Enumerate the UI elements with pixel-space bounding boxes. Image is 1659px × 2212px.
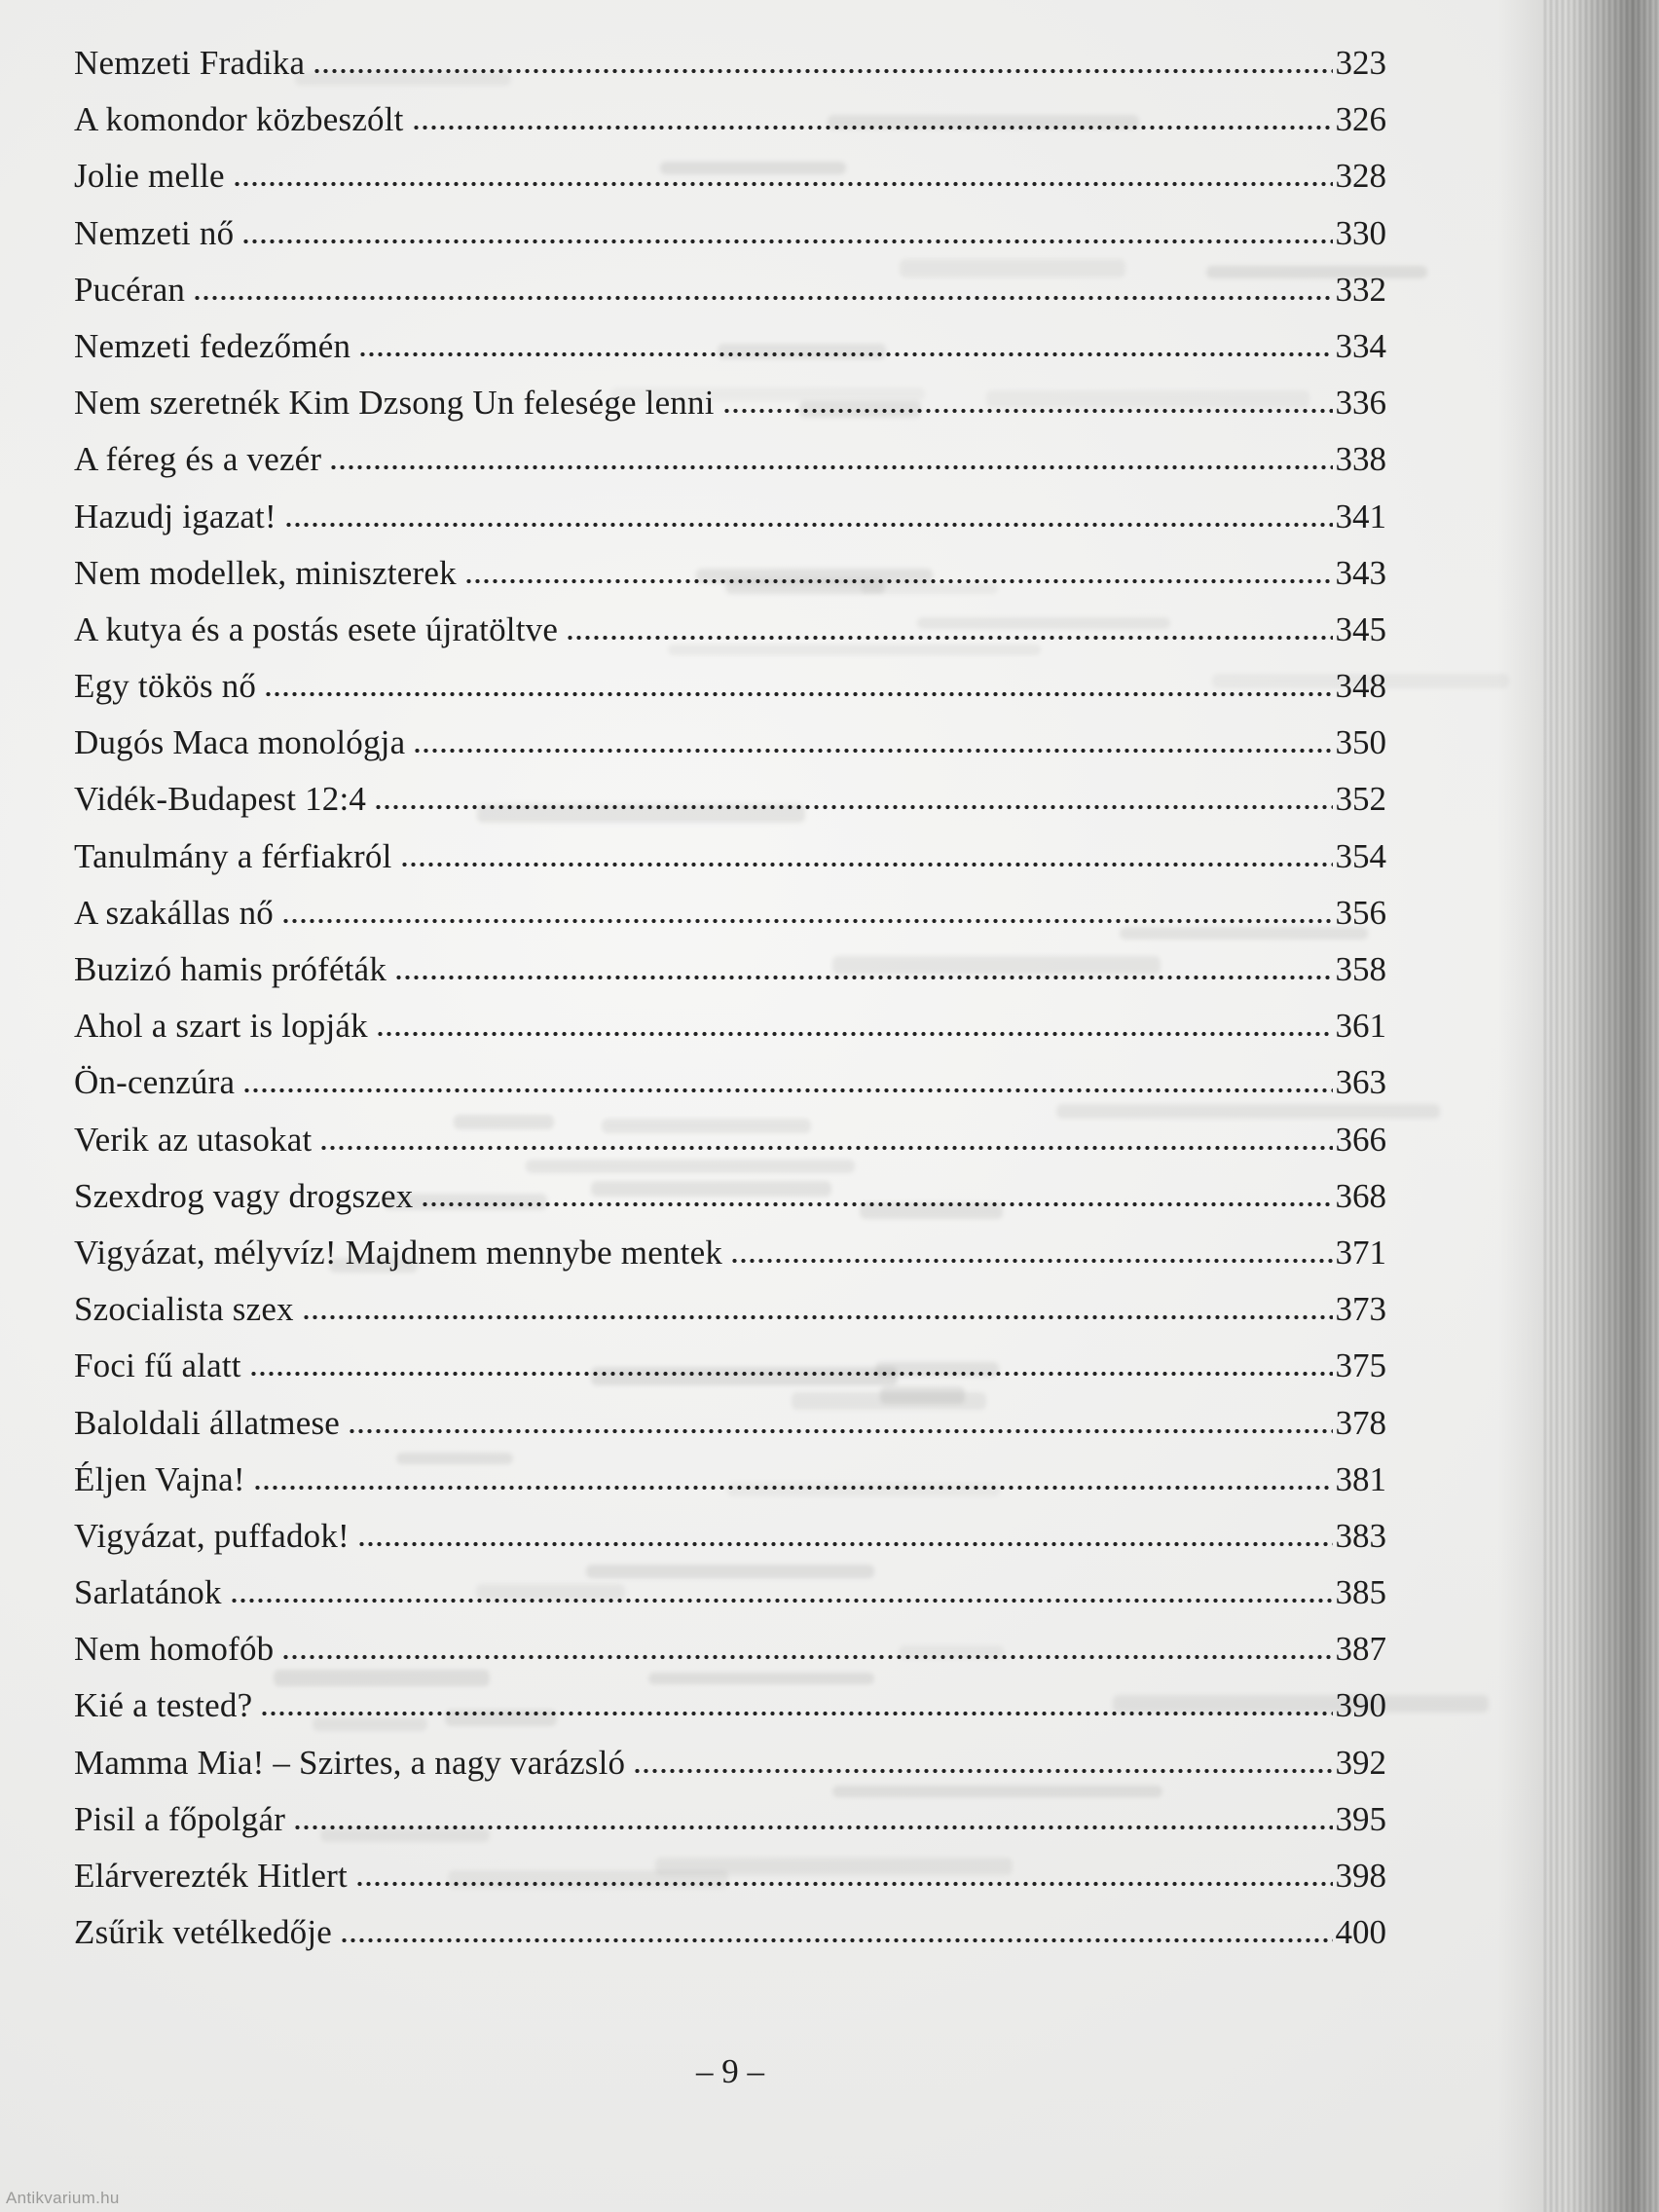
toc-entry <box>74 1735 1386 1791</box>
toc-entry <box>74 885 1386 941</box>
toc-entry <box>74 431 1386 488</box>
toc-entry-title: A szakállas nő <box>74 893 274 932</box>
toc-entry-page: 398 <box>1335 1857 1386 1895</box>
dot-leader <box>413 748 1332 754</box>
dot-leader <box>230 1598 1333 1604</box>
toc-entry-title: Dugós Maca monológja <box>74 723 406 762</box>
dot-leader <box>193 295 1332 301</box>
dot-leader <box>233 181 1333 187</box>
toc-entry-title: Sarlatánok <box>74 1573 222 1612</box>
toc-entry-title: Vidék-Budapest 12:4 <box>74 780 367 819</box>
toc-entry-page: 361 <box>1335 1007 1386 1046</box>
toc-entry <box>74 318 1386 375</box>
dot-leader <box>394 975 1332 980</box>
dot-leader <box>633 1768 1332 1774</box>
toc-entry <box>74 1338 1386 1394</box>
toc-entry-page: 336 <box>1335 384 1386 423</box>
toc-entry <box>74 92 1386 148</box>
toc-entry-title: Egy tökös nő <box>74 667 257 706</box>
toc-entry <box>74 1565 1386 1621</box>
toc-entry <box>74 771 1386 828</box>
toc-entry <box>74 262 1386 318</box>
toc-entry-page: 341 <box>1335 497 1386 535</box>
dot-leader <box>281 918 1333 924</box>
toc-entry-title: A komondor közbeszólt <box>74 100 404 139</box>
toc-entry-page: 368 <box>1335 1176 1386 1215</box>
toc-entry <box>74 1508 1386 1565</box>
toc-entry <box>74 35 1386 92</box>
toc-entry-page: 332 <box>1335 270 1386 309</box>
toc-entry-title: Kié a tested? <box>74 1686 253 1725</box>
dot-leader <box>355 1881 1333 1887</box>
toc-entry <box>74 829 1386 885</box>
book-fore-edge <box>1542 0 1659 2212</box>
toc-entry-page: 326 <box>1335 100 1386 139</box>
toc-entry-title: A féreg és a vezér <box>74 440 322 479</box>
toc-entry-title: Vigyázat, puffadok! <box>74 1516 350 1555</box>
toc-entry-title: Elárverezték Hitlert <box>74 1857 348 1895</box>
dot-leader <box>313 68 1332 74</box>
toc-entry-page: 381 <box>1335 1459 1386 1498</box>
dot-leader <box>730 1258 1332 1264</box>
toc-entry-page: 330 <box>1335 213 1386 252</box>
dot-leader <box>376 1031 1333 1037</box>
toc-entry-title: Tanulmány a férfiakról <box>74 836 392 875</box>
toc-entry-page: 392 <box>1335 1743 1386 1782</box>
toc-entry <box>74 1848 1386 1904</box>
toc-entry-page: 366 <box>1335 1120 1386 1159</box>
toc-entry-title: Pucéran <box>74 270 186 309</box>
dot-leader <box>722 408 1333 414</box>
toc-entry <box>74 489 1386 545</box>
dot-leader <box>358 351 1332 357</box>
toc-entry-title: Pisil a főpolgár <box>74 1799 286 1838</box>
dot-leader <box>400 862 1333 867</box>
toc-entry-title: Nem szeretnék Kim Dzsong Un felesége lenni <box>74 384 715 423</box>
toc-entry-page: 356 <box>1335 893 1386 932</box>
toc-entry-page: 375 <box>1335 1346 1386 1385</box>
toc-entry-page: 350 <box>1335 723 1386 762</box>
dot-leader <box>302 1314 1333 1320</box>
toc-entry-title: Éljen Vajna! <box>74 1459 245 1498</box>
toc-entry-title: Vigyázat, mélyvíz! Majdnem mennybe mentek <box>74 1233 723 1272</box>
dot-leader <box>260 1711 1332 1716</box>
toc-entry <box>74 715 1386 771</box>
toc-entry-page: 373 <box>1335 1290 1386 1329</box>
dot-leader <box>249 1371 1333 1377</box>
toc-entry-title: Nemzeti fedezőmén <box>74 326 351 365</box>
toc-entry-title: Szexdrog vagy drogszex <box>74 1176 414 1215</box>
toc-entry <box>74 375 1386 431</box>
toc-entry <box>74 205 1386 262</box>
dot-leader <box>281 1654 1332 1660</box>
toc-entry <box>74 148 1386 204</box>
toc-entry <box>74 602 1386 658</box>
toc-entry-title: Nemzeti nő <box>74 213 235 252</box>
toc-entry <box>74 1395 1386 1452</box>
toc-entry-title: Ön-cenzúra <box>74 1063 236 1102</box>
dot-leader <box>293 1825 1332 1830</box>
dot-leader <box>319 1145 1332 1151</box>
toc-entry <box>74 1281 1386 1338</box>
dot-leader <box>566 635 1332 641</box>
toc-entry-title: A kutya és a postás esete újratöltve <box>74 609 559 648</box>
dot-leader <box>357 1541 1333 1547</box>
toc-entry-title: Nem homofób <box>74 1630 275 1669</box>
toc-entry-page: 395 <box>1335 1799 1386 1838</box>
dot-leader <box>340 1937 1332 1943</box>
page-number: – 9 – <box>696 2052 764 2090</box>
table-of-contents <box>74 35 1386 1961</box>
toc-entry <box>74 1904 1386 1961</box>
toc-entry-page: 323 <box>1335 44 1386 82</box>
toc-entry <box>74 1112 1386 1168</box>
toc-entry-page: 390 <box>1335 1686 1386 1725</box>
toc-entry <box>74 1452 1386 1508</box>
toc-entry-page: 400 <box>1335 1913 1386 1952</box>
toc-entry-page: 363 <box>1335 1063 1386 1102</box>
toc-entry-page: 378 <box>1335 1403 1386 1442</box>
toc-entry <box>74 545 1386 602</box>
dot-leader <box>241 239 1332 244</box>
toc-entry <box>74 998 1386 1054</box>
toc-entry-title: Zsűrik vetélkedője <box>74 1913 333 1952</box>
toc-entry-page: 385 <box>1335 1573 1386 1612</box>
toc-entry-page: 328 <box>1335 157 1386 196</box>
toc-entry-page: 343 <box>1335 553 1386 592</box>
dot-leader <box>253 1485 1333 1491</box>
toc-entry-title: Hazudj igazat! <box>74 497 276 535</box>
toc-entry-page: 358 <box>1335 950 1386 988</box>
toc-entry-page: 371 <box>1335 1233 1386 1272</box>
toc-entry-page: 345 <box>1335 609 1386 648</box>
toc-entry <box>74 1054 1386 1111</box>
toc-entry-title: Mamma Mia! – Szirtes, a nagy varázsló <box>74 1743 626 1782</box>
toc-entry <box>74 941 1386 998</box>
toc-entry-title: Nem modellek, miniszterek <box>74 553 457 592</box>
toc-entry-page: 387 <box>1335 1630 1386 1669</box>
toc-entry-title: Jolie melle <box>74 157 225 196</box>
dot-leader <box>412 125 1333 130</box>
dot-leader <box>284 522 1333 528</box>
toc-entry-title: Ahol a szart is lopják <box>74 1007 368 1046</box>
dot-leader <box>421 1201 1332 1207</box>
toc-entry-title: Buzizó hamis próféták <box>74 950 387 988</box>
toc-entry-title: Verik az utasokat <box>74 1120 313 1159</box>
toc-entry-page: 338 <box>1335 440 1386 479</box>
toc-entry-title: Nemzeti Fradika <box>74 44 306 82</box>
toc-entry-page: 354 <box>1335 836 1386 875</box>
toc-entry-page: 348 <box>1335 667 1386 706</box>
dot-leader <box>329 464 1332 470</box>
toc-entry-title: Szocialista szex <box>74 1290 294 1329</box>
toc-entry-page: 352 <box>1335 780 1386 819</box>
dot-leader <box>348 1428 1332 1434</box>
toc-entry-title: Baloldali állatmese <box>74 1403 341 1442</box>
toc-entry <box>74 658 1386 715</box>
toc-entry-title: Foci fű alatt <box>74 1346 241 1385</box>
toc-entry <box>74 1791 1386 1848</box>
toc-entry-page: 334 <box>1335 326 1386 365</box>
toc-entry-page: 383 <box>1335 1516 1386 1555</box>
toc-entry <box>74 1168 1386 1225</box>
dot-leader <box>464 578 1333 584</box>
dot-leader <box>264 691 1332 697</box>
toc-entry <box>74 1225 1386 1281</box>
toc-entry <box>74 1621 1386 1677</box>
dot-leader <box>242 1088 1332 1093</box>
watermark: Antikvarium.hu <box>6 2189 120 2207</box>
dot-leader <box>374 804 1332 810</box>
toc-entry <box>74 1677 1386 1734</box>
